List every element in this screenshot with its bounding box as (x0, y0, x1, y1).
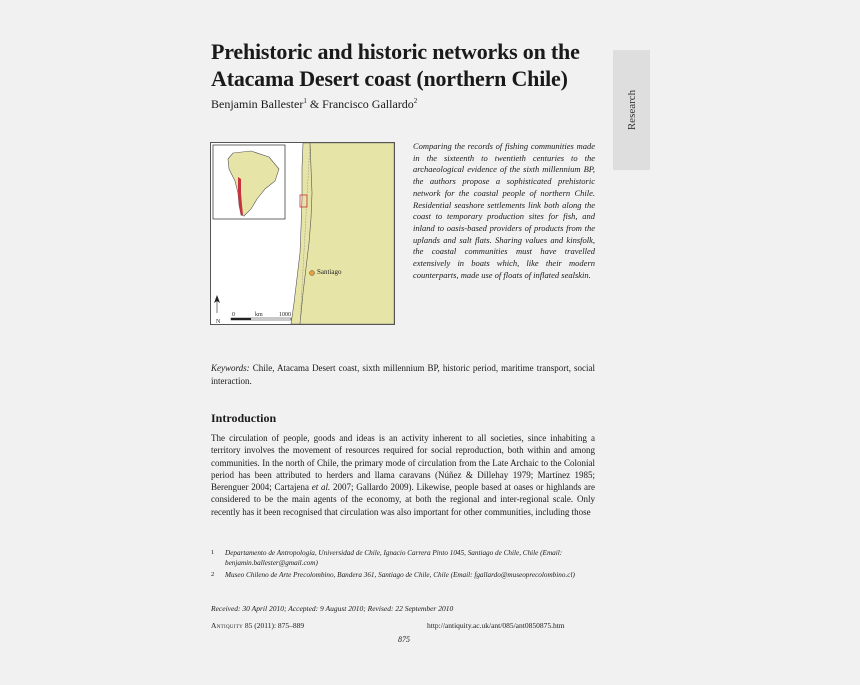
journal-citation (211, 621, 304, 630)
map-figure (211, 143, 394, 324)
santiago-label: Santiago (317, 268, 342, 276)
footnotes (211, 548, 595, 582)
article-url[interactable]: http://antiquity.ac.uk/ant/085/ant0850875.htm (427, 621, 565, 630)
journal-name: Antiquity (211, 621, 243, 630)
abstract: Comparing the records of fishing communities made in the sixteenth to twentieth centuries to the archaeological evidence of the sixth millennium BP, the authors propose a sophisticated prehistoric network for the coastal people of northern Chile. Residential seashore settlements link both along the coast to temporary production sites for fish, and inland to oasis-based providers of products from the uplands and salt flats. Sharing values and kinsfolk, the coastal communities must have travelled extensively in boats which, like their modern counterparts, made use of floats of inflated sealskin. (413, 141, 595, 280)
footnote-2-number: 2 (211, 571, 215, 578)
introduction-heading: Introduction (211, 411, 277, 425)
journal-details: 85 (2011): 875–889 (243, 621, 305, 630)
introduction-text-a: The circulation of people, goods and ideas is an activity inherent to all societies, since inhabiting a territory involves the movement of resources required for social reproduction, both within and among communities. In the north of Chile, the primary mode of circulation from the Late Archaic to the Colonial period has been attributed to herders and llama caravans (Núñez & Dillehay 1979; Martínez 1985; Berenguer 2004; Cartajena (211, 433, 595, 493)
footnote-1 (211, 548, 595, 568)
footnote-2 (211, 570, 595, 580)
author-1-affiliation-marker: 1 (303, 97, 307, 105)
page-number: 875 (398, 635, 410, 644)
scale-start-label: 0 (232, 312, 235, 318)
location-map (210, 142, 395, 325)
section-tab-label: Research (625, 89, 638, 131)
footnote-2-text: Museo Chileno de Arte Precolombino, Bandera 361, Santiago de Chile, Chile (Email: fgallardo@museoprecolombino.cl) (225, 571, 575, 579)
north-label: N (216, 319, 221, 324)
author-1: Benjamin Ballester (211, 97, 304, 111)
introduction-et-al: et al. (311, 482, 331, 493)
scale-end-label: 1000 (279, 312, 291, 318)
scale-unit-label: km (255, 312, 263, 318)
author-2: Francisco Gallardo (322, 97, 414, 111)
author-2-affiliation-marker: 2 (413, 97, 418, 105)
received-dates: Received: 30 April 2010; Accepted: 9 August 2010; Revised: 22 September 2010 (211, 604, 454, 613)
author-separator: & (306, 97, 323, 111)
section-tab (613, 50, 650, 170)
keywords (211, 362, 595, 387)
introduction-text (211, 432, 595, 518)
authors-line (211, 97, 417, 112)
introduction-text-b: 2007; Gallardo 2009). Likewise, people based at oases or highlands are considered to be the main agents of the economy, at both the regional and inter-regional scale. Only recently has it been recognised that circulation was also important for other communities, including those (211, 482, 595, 517)
footnote-1-number: 1 (211, 549, 215, 556)
footnote-1-text: Departamento de Antropología, Universidad de Chile, Ignacio Carrera Pinto 1045, Santiago de Chile, Chile (Email: benjamin.ballester@gmail.com) (225, 549, 563, 567)
scale-bar-segment (231, 318, 251, 320)
argentina-land (297, 143, 394, 324)
paper-title: Prehistoric and historic networks on the Atacama Desert coast (northern Chile) (211, 39, 580, 91)
santiago-marker (310, 271, 315, 276)
keywords-text: Chile, Atacama Desert coast, sixth millennium BP, historic period, maritime transport, social interaction. (211, 363, 595, 386)
keywords-label: Keywords: (211, 363, 250, 373)
